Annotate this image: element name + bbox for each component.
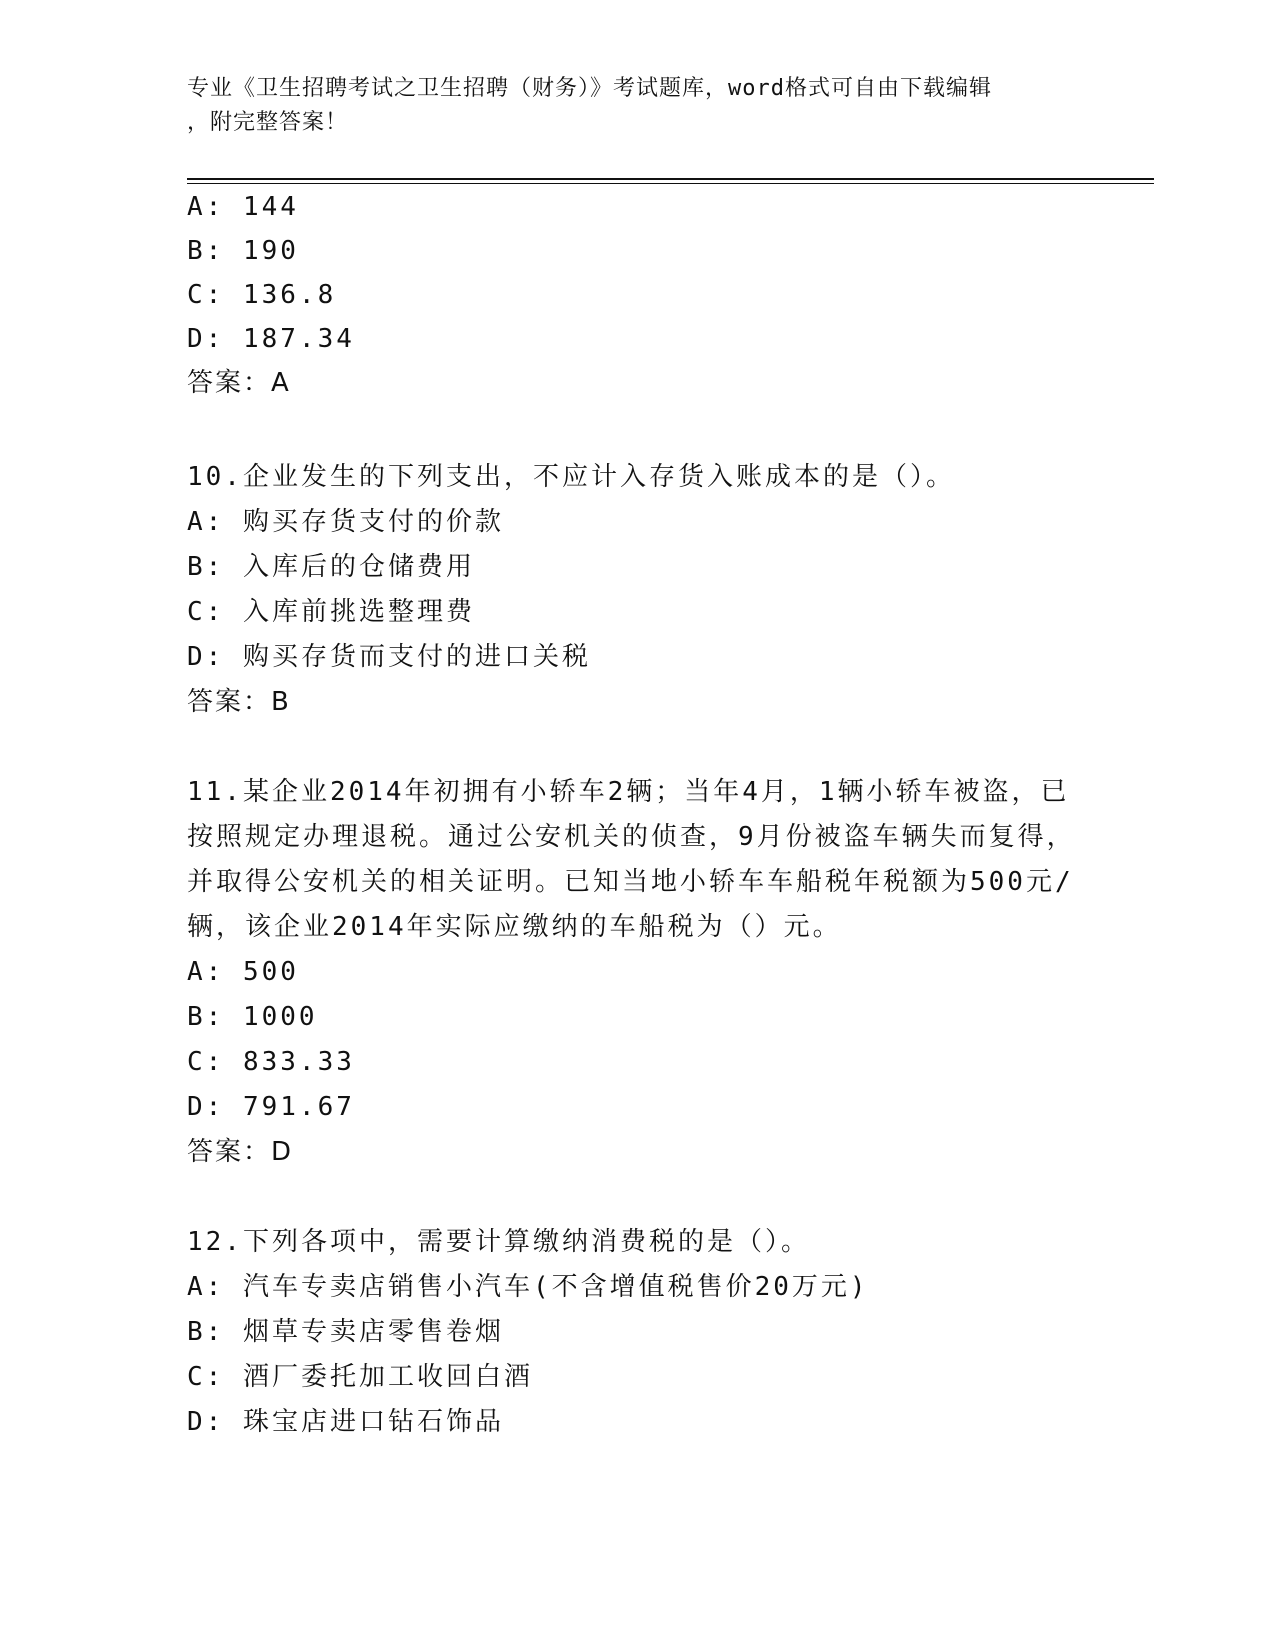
q10-option-b: B: 入库后的仓储费用 bbox=[187, 552, 475, 582]
document-header bbox=[187, 72, 1087, 140]
q9-option-d: D: 187.34 bbox=[187, 324, 355, 354]
q9-option-b: B: 190 bbox=[187, 236, 299, 266]
q10-option-d: D: 购买存货而支付的进口关税 bbox=[187, 642, 591, 672]
q11-stem-line-4: 辆，该企业2014年实际应缴纳的车船税为（）元。 bbox=[187, 912, 842, 942]
q11-option-c: C: 833.33 bbox=[187, 1047, 355, 1077]
q11-option-b: B: 1000 bbox=[187, 1002, 318, 1032]
q11-option-d: D: 791.67 bbox=[187, 1092, 355, 1122]
q10-stem: 10.企业发生的下列支出，不应计入存货入账成本的是（）。 bbox=[187, 462, 955, 492]
q11-stem-line-1: 11.某企业2014年初拥有小轿车2辆；当年4月，1辆小轿车被盗，已 bbox=[187, 777, 1070, 807]
q10-option-a: A: 购买存货支付的价款 bbox=[187, 507, 504, 537]
q11-answer: 答案：D bbox=[187, 1137, 294, 1167]
q12-option-d: D: 珠宝店进口钻石饰品 bbox=[187, 1407, 504, 1437]
q12-option-b: B: 烟草专卖店零售卷烟 bbox=[187, 1317, 504, 1347]
q9-option-a: A: 144 bbox=[187, 192, 299, 222]
q11-option-a: A: 500 bbox=[187, 957, 299, 987]
q9-answer: 答案：A bbox=[187, 368, 291, 398]
q10-option-c: C: 入库前挑选整理费 bbox=[187, 597, 475, 627]
header-line-1: 专业《卫生招聘考试之卫生招聘（财务）》考试题库，word格式可自由下载编辑 bbox=[187, 76, 992, 101]
q10-answer: 答案：B bbox=[187, 687, 291, 717]
header-line-2: ，附完整答案！ bbox=[187, 110, 349, 135]
q11-stem-line-3: 并取得公安机关的相关证明。已知当地小轿车车船税年税额为500元/ bbox=[187, 867, 1074, 897]
q9-option-c: C: 136.8 bbox=[187, 280, 337, 310]
header-divider-thick bbox=[187, 178, 1154, 180]
q12-option-a: A: 汽车专卖店销售小汽车(不含增值税售价20万元) bbox=[187, 1272, 869, 1302]
header-divider-thin bbox=[187, 183, 1154, 184]
q12-stem: 12.下列各项中，需要计算缴纳消费税的是（）。 bbox=[187, 1227, 810, 1257]
q11-stem-line-2: 按照规定办理退税。通过公安机关的侦查，9月份被盗车辆失而复得， bbox=[187, 822, 1076, 852]
q12-option-c: C: 酒厂委托加工收回白酒 bbox=[187, 1362, 533, 1392]
